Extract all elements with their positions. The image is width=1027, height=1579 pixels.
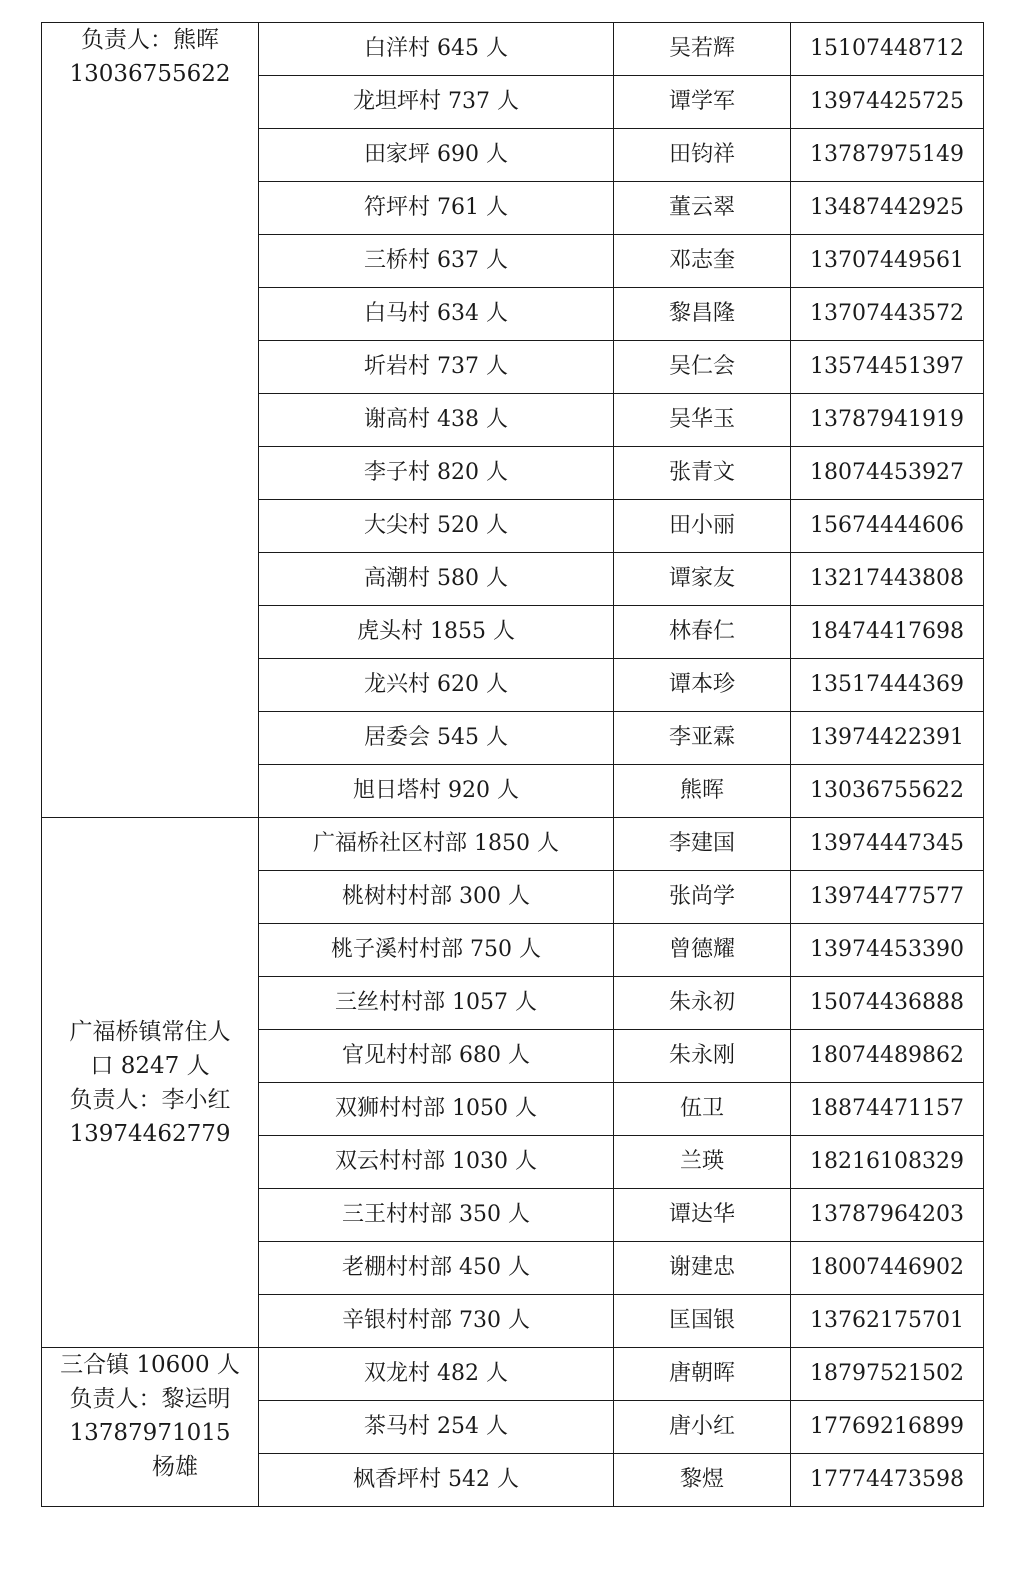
group-lead-line: 口 8247 人 [90, 1052, 210, 1079]
contact-cell: 吴仁会 [614, 341, 791, 394]
contact-cell: 曾德耀 [614, 924, 791, 977]
phone-cell: 13036755622 [791, 765, 984, 818]
contact-cell: 唐小红 [614, 1401, 791, 1454]
contact-cell: 熊晖 [614, 765, 791, 818]
village-cell: 李子村 820 人 [259, 447, 614, 500]
contact-cell: 谭本珍 [614, 659, 791, 712]
village-cell: 广福桥社区村部 1850 人 [259, 818, 614, 871]
phone-cell: 13974447345 [791, 818, 984, 871]
group-lead-cell [42, 818, 259, 1348]
village-cell: 白马村 634 人 [259, 288, 614, 341]
village-cell: 枫香坪村 542 人 [259, 1454, 614, 1507]
village-cell: 高潮村 580 人 [259, 553, 614, 606]
group-lead-line: 负责人：熊晖 [81, 27, 219, 53]
table-row [42, 23, 984, 76]
phone-cell: 13762175701 [791, 1295, 984, 1348]
phone-cell: 13787975149 [791, 129, 984, 182]
phone-cell: 17774473598 [791, 1454, 984, 1507]
contact-cell: 李建国 [614, 818, 791, 871]
phone-cell: 18797521502 [791, 1348, 984, 1401]
table-row [42, 818, 984, 871]
phone-cell: 15074436888 [791, 977, 984, 1030]
village-cell: 圻岩村 737 人 [259, 341, 614, 394]
group-lead-cell [42, 1348, 259, 1507]
phone-cell: 18074453927 [791, 447, 984, 500]
contact-cell: 兰瑛 [614, 1136, 791, 1189]
group-lead-line: 13787971015 [69, 1420, 231, 1446]
phone-cell: 18007446902 [791, 1242, 984, 1295]
roster-table [41, 22, 984, 1507]
phone-cell: 13974425725 [791, 76, 984, 129]
village-cell: 大尖村 520 人 [259, 500, 614, 553]
contact-cell: 董云翠 [614, 182, 791, 235]
phone-cell: 18874471157 [791, 1083, 984, 1136]
phone-cell: 13787941919 [791, 394, 984, 447]
contact-cell: 谢建忠 [614, 1242, 791, 1295]
contact-cell: 吴若辉 [614, 23, 791, 76]
group-lead-line: 13974462779 [69, 1120, 231, 1147]
contact-cell: 张青文 [614, 447, 791, 500]
village-cell: 三丝村村部 1057 人 [259, 977, 614, 1030]
village-cell: 田家坪 690 人 [259, 129, 614, 182]
phone-cell: 13787964203 [791, 1189, 984, 1242]
contact-cell: 田小丽 [614, 500, 791, 553]
group-lead-line: 13036755622 [69, 61, 231, 87]
contact-cell: 林春仁 [614, 606, 791, 659]
village-cell: 三王村村部 350 人 [259, 1189, 614, 1242]
contact-cell: 朱永初 [614, 977, 791, 1030]
village-cell: 虎头村 1855 人 [259, 606, 614, 659]
contact-cell: 谭学军 [614, 76, 791, 129]
village-cell: 居委会 545 人 [259, 712, 614, 765]
village-cell: 双龙村 482 人 [259, 1348, 614, 1401]
village-cell: 白洋村 645 人 [259, 23, 614, 76]
group-lead-cell [42, 23, 259, 818]
village-cell: 符坪村 761 人 [259, 182, 614, 235]
phone-cell: 13517444369 [791, 659, 984, 712]
contact-cell: 黎昌隆 [614, 288, 791, 341]
phone-cell: 18216108329 [791, 1136, 984, 1189]
village-cell: 辛银村村部 730 人 [259, 1295, 614, 1348]
group-lead-line: 负责人：李小红 [69, 1086, 231, 1113]
phone-cell: 13974477577 [791, 871, 984, 924]
phone-cell: 18074489862 [791, 1030, 984, 1083]
phone-cell: 15107448712 [791, 23, 984, 76]
contact-cell: 李亚霖 [614, 712, 791, 765]
contact-cell: 谭家友 [614, 553, 791, 606]
village-cell: 老棚村村部 450 人 [259, 1242, 614, 1295]
village-cell: 桃树村村部 300 人 [259, 871, 614, 924]
contact-cell: 邓志奎 [614, 235, 791, 288]
contact-cell: 朱永刚 [614, 1030, 791, 1083]
phone-cell: 13487442925 [791, 182, 984, 235]
contact-cell: 唐朝晖 [614, 1348, 791, 1401]
group-lead-line: 杨雄 [152, 1454, 198, 1480]
village-cell: 旭日塔村 920 人 [259, 765, 614, 818]
phone-cell: 13707443572 [791, 288, 984, 341]
contact-cell: 谭达华 [614, 1189, 791, 1242]
phone-cell: 13574451397 [791, 341, 984, 394]
village-cell: 桃子溪村村部 750 人 [259, 924, 614, 977]
table-row [42, 1348, 984, 1401]
contact-cell: 伍卫 [614, 1083, 791, 1136]
village-cell: 双云村村部 1030 人 [259, 1136, 614, 1189]
village-cell: 双狮村村部 1050 人 [259, 1083, 614, 1136]
village-cell: 谢高村 438 人 [259, 394, 614, 447]
group-lead-line: 负责人：黎运明 [69, 1386, 231, 1412]
village-cell: 官见村村部 680 人 [259, 1030, 614, 1083]
village-cell: 茶马村 254 人 [259, 1401, 614, 1454]
village-cell: 龙坦坪村 737 人 [259, 76, 614, 129]
phone-cell: 13707449561 [791, 235, 984, 288]
village-cell: 龙兴村 620 人 [259, 659, 614, 712]
phone-cell: 13974453390 [791, 924, 984, 977]
phone-cell: 17769216899 [791, 1401, 984, 1454]
contact-cell: 吴华玉 [614, 394, 791, 447]
phone-cell: 13217443808 [791, 553, 984, 606]
contact-cell: 张尚学 [614, 871, 791, 924]
contact-cell: 匡国银 [614, 1295, 791, 1348]
roster-body [42, 23, 984, 1507]
group-lead-line: 广福桥镇常住人 [69, 1018, 231, 1045]
contact-cell: 田钧祥 [614, 129, 791, 182]
phone-cell: 15674444606 [791, 500, 984, 553]
phone-cell: 18474417698 [791, 606, 984, 659]
group-lead-line: 三合镇 10600 人 [60, 1352, 240, 1378]
phone-cell: 13974422391 [791, 712, 984, 765]
village-cell: 三桥村 637 人 [259, 235, 614, 288]
contact-cell: 黎煜 [614, 1454, 791, 1507]
